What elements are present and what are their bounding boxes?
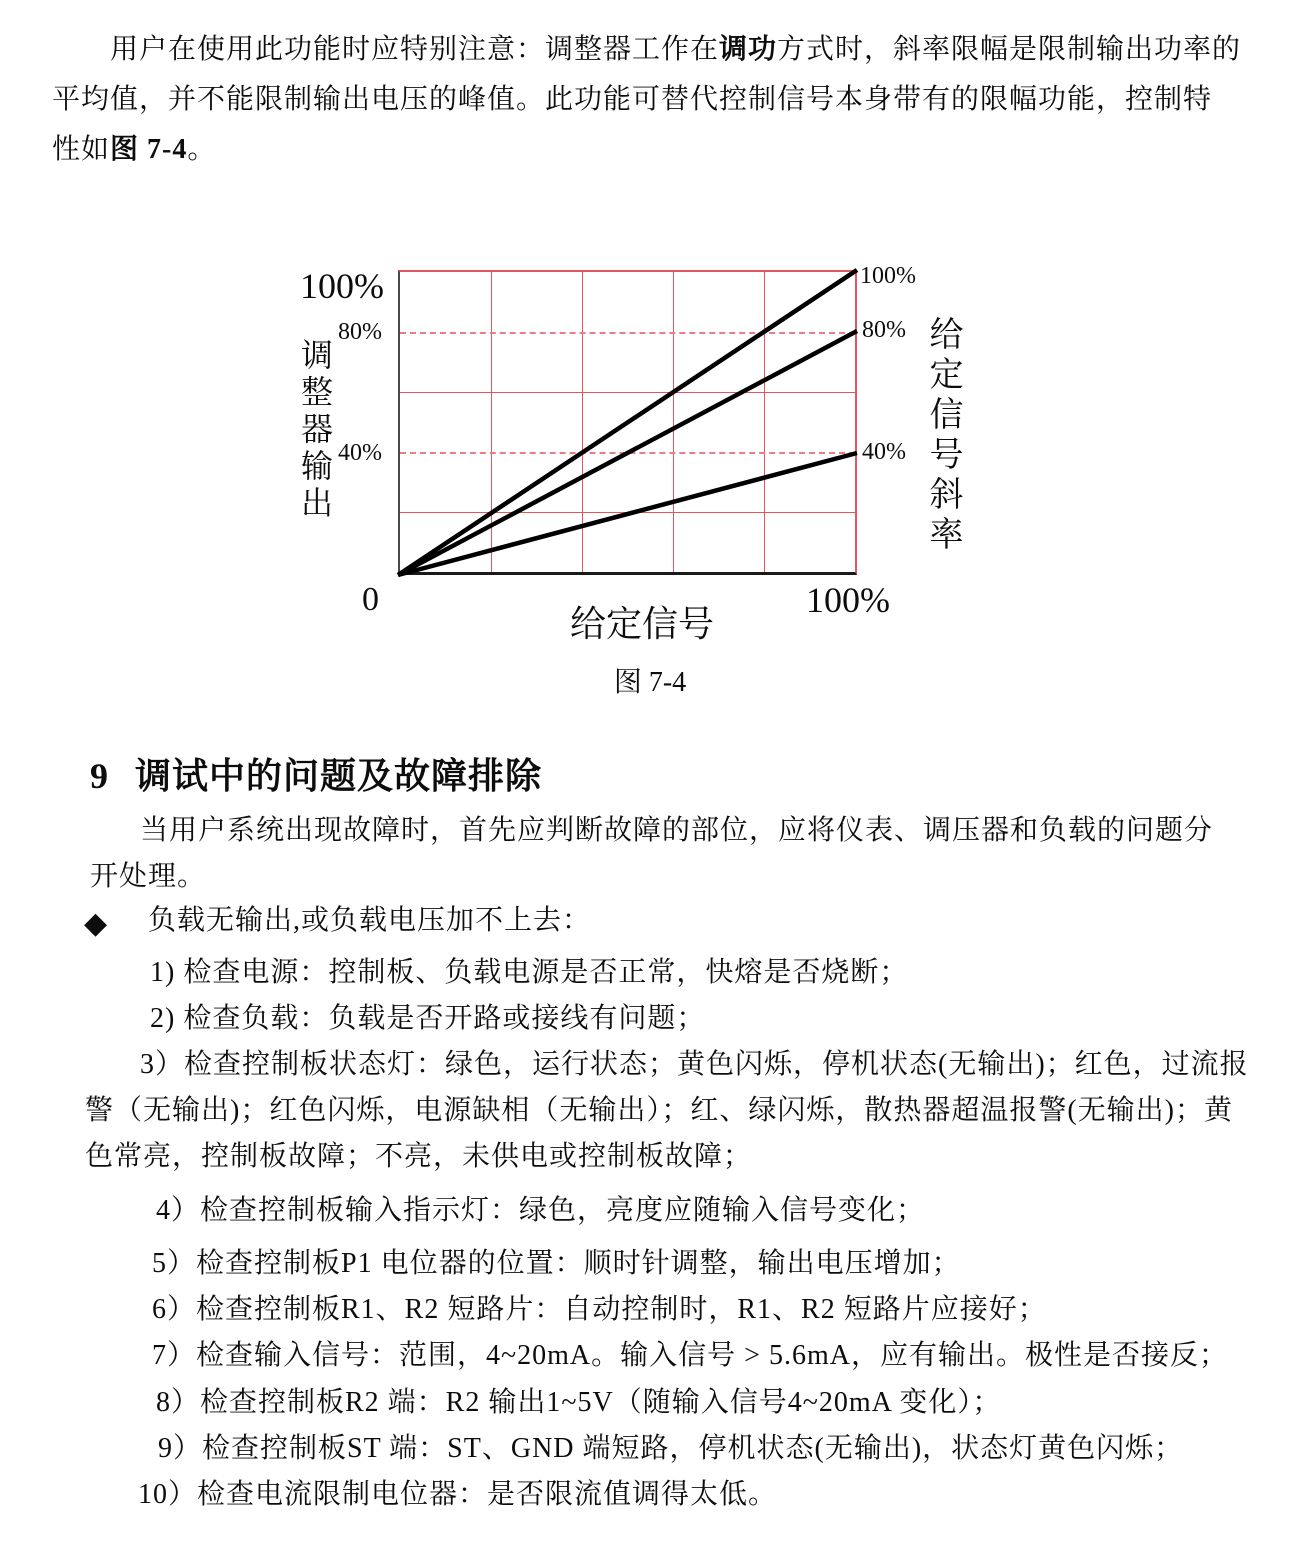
paragraph1-line1-bold: 调功	[719, 34, 778, 65]
figure-caption: 图 7-4	[613, 667, 687, 698]
paragraph1-line3	[52, 133, 216, 167]
list-item-10: 10）检查电流限制电位器：是否限流值调得太低。	[138, 1479, 778, 1510]
paragraph1-line3-pre: 性如	[52, 134, 111, 165]
line-end-label-80: 80%	[862, 317, 906, 343]
list-item-3: 3）检查控制板状态灯：绿色，运行状态；黄色闪烁，停机状态(无输出)；红色，过流报	[140, 1049, 1249, 1080]
paragraph2-line2: 开处理。	[90, 861, 207, 892]
slope-line-40	[398, 453, 857, 575]
y-axis-label-40: 40%	[338, 440, 382, 466]
list-item-5: 5）检查控制板P1 电位器的位置：顺时针调整，输出电压增加；	[152, 1248, 961, 1279]
list-item-9: 9）检查控制板ST 端：ST、GND 端短路，停机状态(无输出)，状态灯黄色闪烁；	[158, 1433, 1184, 1464]
list-item-4: 4）检查控制板输入指示灯：绿色，亮度应随输入信号变化；	[156, 1195, 926, 1226]
list-item-7: 7）检查输入信号：范围，4~20mA。输入信号 > 5.6mA，应有输出。极性是否接反；	[152, 1340, 1228, 1371]
x-axis-title: 给定信号	[570, 604, 715, 644]
list-item-3-cont2: 色常亮，控制板故障；不亮，未供电或控制板故障；	[85, 1141, 753, 1172]
diamond-bullet-icon: ◆	[84, 907, 108, 940]
paragraph2-line1: 当用户系统出现故障时，首先应判断故障的部位，应将仪表、调压器和负载的问题分	[140, 815, 1214, 846]
slope-line-100	[398, 270, 857, 575]
list-item-6: 6）检查控制板R1、R2 短路片：自动控制时，R1、R2 短路片应接好；	[152, 1294, 1047, 1325]
slope-lines	[398, 270, 857, 575]
origin-label: 0	[362, 581, 379, 618]
section-title: 调试中的问题及故障排除	[135, 756, 543, 796]
section-heading	[90, 748, 542, 799]
paragraph1-line3-post: 。	[187, 134, 217, 165]
line-end-label-100: 100%	[860, 263, 916, 289]
bullet-text: 负载无输出,或负载电压加不上去：	[148, 905, 592, 936]
y-axis-title: 调整器输出	[297, 338, 333, 523]
paragraph1-line1-post: 方式时，斜率限幅是限制输出功率的	[777, 34, 1242, 65]
paragraph1-line1-pre: 用户在使用此功能时应特别注意：调整器工作在	[110, 34, 720, 65]
chart-plot-area	[398, 270, 857, 575]
x-axis-label-100: 100%	[806, 580, 890, 620]
paragraph1-line2: 平均值，并不能限制输出电压的峰值。此功能可替代控制信号本身带有的限幅功能，控制特	[52, 84, 1213, 115]
list-item-3-cont1: 警（无输出)；红色闪烁，电源缺相（无输出）；红、绿闪烁，散热器超温报警(无输出)；黄	[85, 1095, 1233, 1126]
list-item-1: 1) 检查电源：控制板、负载电源是否正常，快熔是否烧断；	[150, 957, 909, 988]
line-end-label-40: 40%	[862, 439, 906, 465]
paragraph1-line3-bold: 图 7-4	[110, 134, 188, 165]
y-axis-label-80: 80%	[338, 319, 382, 345]
slope-line-80	[398, 331, 857, 575]
paragraph1-line1	[110, 33, 1241, 67]
right-axis-title: 给定信号斜率	[924, 316, 961, 556]
list-item-2: 2) 检查负载：负载是否开路或接线有问题；	[150, 1003, 706, 1034]
list-item-8: 8）检查控制板R2 端：R2 输出1~5V（随输入信号4~20mA 变化）；	[156, 1387, 1002, 1418]
section-number: 9	[90, 756, 109, 796]
y-axis-label-100: 100%	[300, 266, 384, 306]
